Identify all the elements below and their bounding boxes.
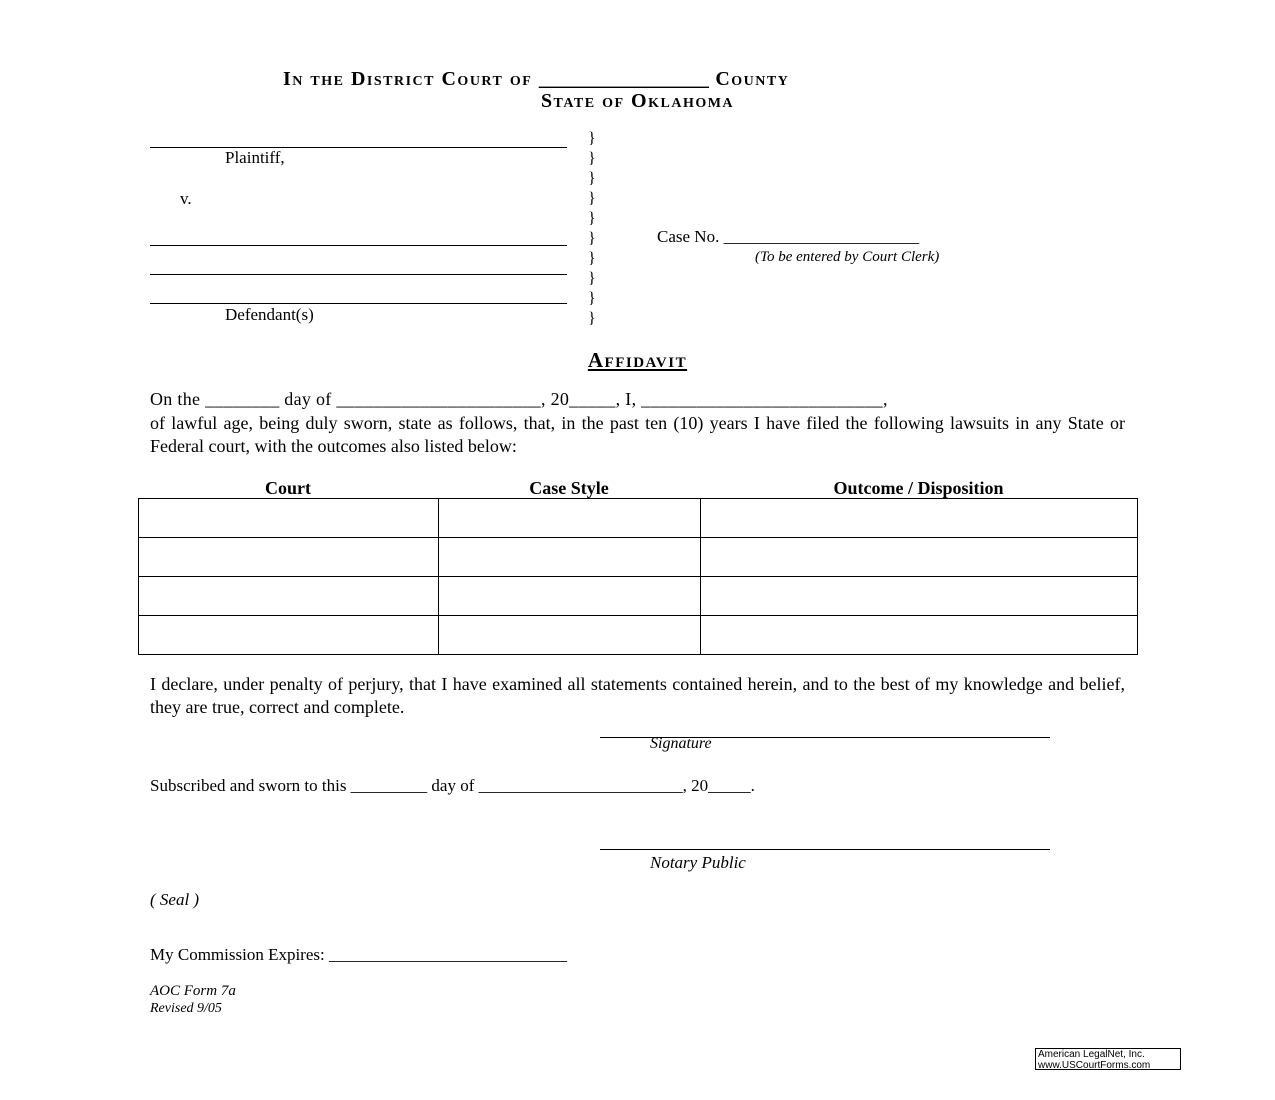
brace: }: [588, 290, 596, 307]
case-style-cell[interactable]: [439, 538, 701, 577]
intro-line: On the ________ day of ______________________, 20_____, I, __________________________,: [150, 389, 888, 409]
court-cell[interactable]: [139, 577, 439, 616]
court-cell[interactable]: [139, 499, 439, 538]
brace: }: [588, 270, 596, 287]
defendant-line-1: [150, 245, 567, 246]
brace: }: [588, 250, 596, 267]
brace: }: [588, 230, 596, 247]
commission-expires: My Commission Expires: ____________________________: [150, 945, 567, 964]
county-suffix: County: [715, 68, 790, 90]
court-cell[interactable]: [139, 616, 439, 655]
table-row: [139, 499, 1138, 538]
form-id: AOC Form 7a: [150, 983, 236, 999]
signature-label: Signature: [650, 735, 712, 752]
plaintiff-line: [150, 147, 567, 148]
outcome-cell[interactable]: [701, 538, 1138, 577]
outcome-cell[interactable]: [701, 499, 1138, 538]
table-header-court: Court: [265, 478, 311, 498]
case-style-cell[interactable]: [439, 616, 701, 655]
declaration-paragraph: I declare, under penalty of perjury, that I have examined all statements contained herein, and to the best of my knowledge and belief, they are true, correct and complete.: [150, 674, 1125, 717]
brace: }: [588, 150, 596, 167]
case-style-cell[interactable]: [439, 499, 701, 538]
plaintiff-label: Plaintiff,: [225, 148, 285, 167]
court-cell[interactable]: [139, 538, 439, 577]
defendant-label: Defendant(s): [225, 305, 314, 324]
case-number-blank: _______________________: [723, 227, 920, 246]
court-heading: [283, 68, 789, 91]
clerk-note: (To be entered by Court Clerk): [755, 249, 940, 265]
outcome-cell[interactable]: [701, 577, 1138, 616]
table-header-case-style: Case Style: [529, 478, 609, 498]
publisher-stamp: [1035, 1048, 1181, 1070]
case-number-label: Case No.: [657, 227, 720, 246]
table-row: [139, 616, 1138, 655]
seal-label: ( Seal ): [150, 890, 200, 909]
state-heading: State of Oklahoma: [540, 90, 735, 112]
table-row: [139, 538, 1138, 577]
lawsuits-table: [138, 498, 1138, 655]
document-title: Affidavit: [587, 348, 688, 372]
stamp-website: www.USCourtForms.com: [1038, 1060, 1151, 1071]
intro-paragraph: of lawful age, being duly sworn, state as follows, that, in the past ten (10) years I have filed the following lawsuits in any State or Federal court, with the outcomes also listed below:: [150, 413, 1125, 456]
sworn-line: Subscribed and sworn to this _________ day of ________________________, 20_____.: [150, 776, 755, 795]
brace: }: [588, 310, 596, 327]
brace: }: [588, 210, 596, 227]
revised-date: Revised 9/05: [150, 1001, 222, 1016]
brace: }: [588, 130, 596, 147]
brace: }: [588, 190, 596, 207]
county-blank: _________________: [538, 68, 709, 90]
versus-label: v.: [180, 189, 192, 208]
case-style-cell[interactable]: [439, 577, 701, 616]
defendant-line-2: [150, 274, 567, 275]
table-header-outcome: Outcome / Disposition: [833, 478, 1004, 498]
notary-label: Notary Public: [650, 853, 746, 872]
table-row: [139, 577, 1138, 616]
defendant-line-3: [150, 303, 567, 304]
outcome-cell[interactable]: [701, 616, 1138, 655]
brace: }: [588, 170, 596, 187]
notary-signature-line[interactable]: [600, 849, 1050, 850]
case-number: [657, 227, 919, 247]
stamp-company: American LegalNet, Inc.: [1038, 1049, 1145, 1060]
court-prefix: In the District Court of: [283, 68, 533, 90]
